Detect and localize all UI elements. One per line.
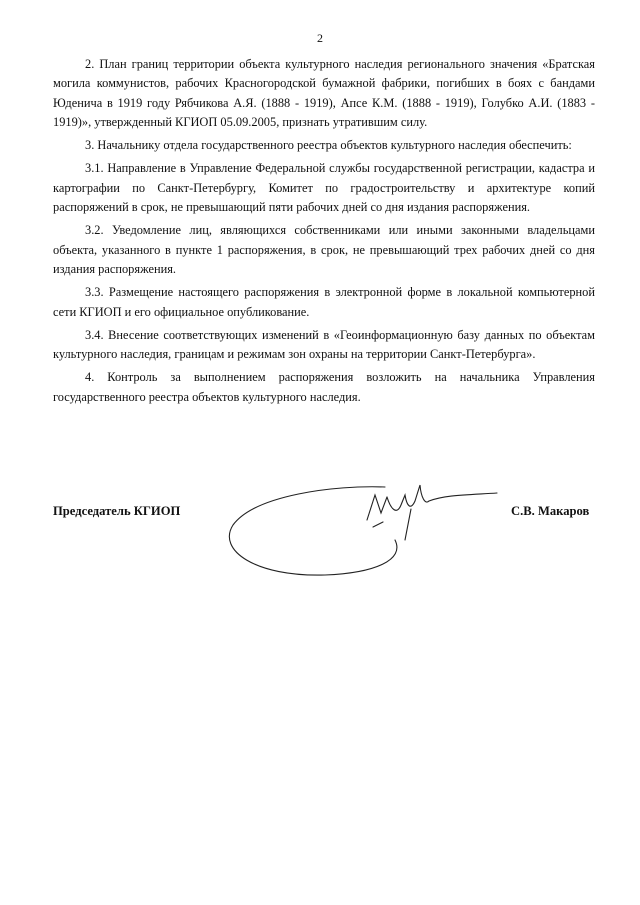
signatory-name: С.В. Макаров [511, 504, 590, 518]
paragraph-3-2: 3.2. Уведомление лиц, являющихся собственниками или иными законными владельцами объекта, указанного в пункте 1 распоряжения, в срок, не превышающий трех рабочих дней со дня издания распоряжения. [53, 223, 595, 276]
paragraph-4: 4. Контроль за выполнением распоряжения возложить на начальника Управления государственного реестра объектов культурного наследия. [53, 370, 595, 404]
paragraph-3-1: 3.1. Направление в Управление Федеральной службы государственной регистрации, кадастра и картографии по Санкт-Петербургу, Комитет по градостроительству и архитектуре копий распоряжений в срок, не превышающий пяти рабочих дней со дня издания распоряжения. [53, 161, 595, 215]
body-text [53, 55, 595, 407]
paragraph-3: 3. Начальнику отдела государственного реестра объектов культурного наследия обеспечить: [85, 138, 572, 153]
paragraph-3-4: 3.4. Внесение соответствующих изменений в «Геоинформационную базу данных по объектам культурного наследия, границам и режимам зон охраны на территории Санкт-Петербурга». [53, 327, 595, 362]
page-number: 2 [317, 31, 323, 45]
signatory-title: Председатель КГИОП [53, 504, 181, 518]
paragraph-3-3: 3.3. Размещение настоящего распоряжения в электронной форме в локальной компьютерной сети КГИОП и его официальное опубликование. [53, 285, 595, 319]
signature-icon [215, 465, 515, 585]
paragraph-2: 2. План границ территории объекта культурного наследия регионального значения «Братская могила коммунистов, рабочих Красногородской бумажной фабрики, погибших в боях с бандами Юденича в 1919 году Рябчикова А.Я. (1888 - 1919), Апсе К.М. (1888 - 1919), Голубко А.И. (1883 - 1919)», утвержденный КГИОП 05.09.2005, признать утратившим силу. [53, 57, 595, 129]
